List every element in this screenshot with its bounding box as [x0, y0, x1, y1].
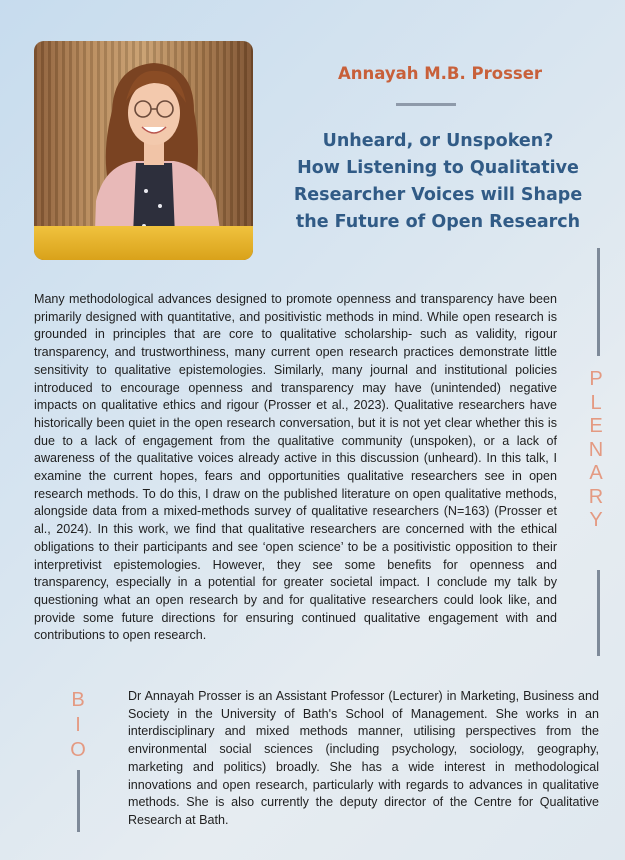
talk-title-line: the Future of Open Research: [295, 212, 581, 232]
plenary-line-top: [597, 248, 600, 356]
abstract-text: Many methodological advances designed to promote openness and transparency have been primarily designed with quantitative, and positivistic methods in mind. While open research is grounded in principles that are core to qualitative scholarship- such as validity, rigour transparency, and trustworthiness, many current open research practices demonstrate little sensitivity to qualitative epistemologies. Similarly, many journal and institutional policies introduced to encourage openness and transparency may have (unintended) negative impacts on qualitative ethics and rigour (Prosser et al., 2023). Qualitative researchers have historically been quiet in the open research conversation, but it is not yet clear whether this is due to a lack of engagement from the qualitative community (unspoken), or a lack of awareness of the qualitative voices already active in this discussion (unheard). In this talk, I examine the current hopes, fears and opportunities qualitative researchers see in open research methods. To do this, I draw on the published literature on open qualitative methods, alongside data from a mixed-methods survey of qualitative researchers (N=163) (Prosser et al., 2024). In this work, we find that qualitative researchers are concerned with the ethical obligations to their participants and see ‘open science’ to be a positivistic opposition to their interpretivist epistemologies. However, they see some benefits for openness and transparency, especially in a potential for greater societal impact. I conclude my talk by questioning what an open research by and for qualitative researchers could look like, and provide some future directions for ensuring continued qualitative engagement with and contributions to open research.: [34, 292, 557, 643]
speaker-name: Annayah M.B. Prosser: [337, 64, 543, 83]
name-divider: [396, 103, 456, 106]
talk-title-line: How Listening to Qualitative: [297, 158, 579, 178]
plenary-label: P L E N A R Y: [588, 368, 608, 531]
desk-surface: [34, 226, 253, 260]
plenary-line-bottom: [597, 570, 600, 656]
bio-line: [77, 770, 80, 832]
talk-title-line: Researcher Voices will Shape: [293, 185, 583, 205]
talk-title: [268, 128, 608, 236]
bio-label: B I O: [70, 689, 86, 761]
bio-text: Dr Annayah Prosser is an Assistant Professor (Lecturer) in Marketing, Business and Society in the University of Bath's School of Management. She works in an interdisciplinary and mixed methods manner, utilising perspectives from the environmental social sciences (including psychology, sociology, geography, marketing and politics) broadly. She has a wide interest in methodological innovations and open research, particularly with regards to advances in qualitative methods. She is also currently the deputy director of the Centre for Qualitative Research at Bath.: [128, 689, 599, 827]
speaker-photo: [34, 41, 253, 260]
talk-title-line: Unheard, or Unspoken?: [322, 131, 554, 151]
